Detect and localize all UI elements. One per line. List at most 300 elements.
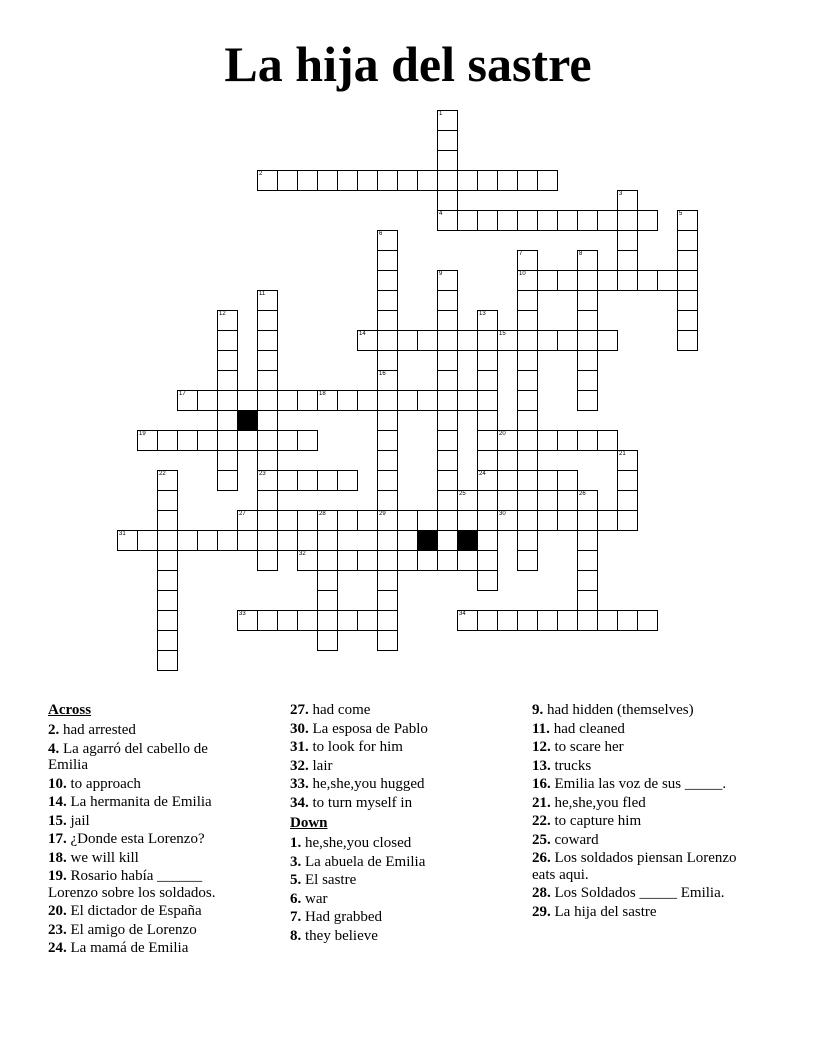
grid-cell[interactable] [237,510,258,531]
grid-cell[interactable] [417,330,438,351]
grid-cell[interactable] [377,270,398,291]
grid-cell[interactable] [337,510,358,531]
grid-cell[interactable] [237,430,258,451]
grid-cell[interactable] [597,430,618,451]
clue-number-label: 6 [379,231,383,237]
grid-cell[interactable] [297,170,318,191]
grid-cell[interactable] [577,290,598,311]
grid-cell[interactable] [157,570,178,591]
clue-item [48,903,248,920]
grid-cell[interactable] [477,410,498,431]
clue-item [290,909,490,926]
grid-cell[interactable] [337,470,358,491]
grid-cell[interactable] [437,450,458,471]
grid-cell[interactable] [517,410,538,431]
grid-cell[interactable] [257,470,278,491]
grid-cell[interactable] [297,390,318,411]
grid-cell[interactable] [577,550,598,571]
grid-cell[interactable] [257,330,278,351]
clue-item [48,850,248,867]
grid-cell[interactable] [377,350,398,371]
clue-item [532,850,762,883]
grid-cell[interactable] [197,430,218,451]
clue-text: Emilia las voz de sus _____. [550,776,727,792]
grid-cell[interactable] [217,310,238,331]
grid-cell[interactable] [617,450,638,471]
clue-number: 22. [532,813,551,829]
grid-cell[interactable] [577,430,598,451]
grid-cell[interactable] [257,550,278,571]
clue-text: La abuela de Emilia [301,853,426,870]
grid-cell[interactable] [537,270,558,291]
grid-cell[interactable] [557,490,578,511]
grid-cell[interactable] [457,170,478,191]
grid-cell[interactable] [597,210,618,231]
grid-cell[interactable] [477,350,498,371]
grid-cell[interactable] [257,530,278,551]
clue-number: 30. [290,720,309,737]
grid-cell[interactable] [677,230,698,251]
clue-number-label: 25 [459,491,466,497]
clue-text: Had grabbed [301,909,383,925]
grid-cell[interactable] [537,510,558,531]
grid-cell[interactable] [377,610,398,631]
clue-item [48,922,248,939]
grid-cell[interactable] [617,610,638,631]
grid-cell[interactable] [637,210,658,231]
grid-cell[interactable] [637,610,658,631]
clue-number: 12. [532,739,551,755]
grid-cell[interactable] [617,230,638,251]
grid-cell[interactable] [377,410,398,431]
clue-text: Los Soldados _____ Emilia. [550,885,725,901]
grid-cell[interactable] [617,210,638,231]
grid-cell[interactable] [437,210,458,231]
grid-cell[interactable] [157,590,178,611]
grid-cell[interactable] [317,550,338,571]
clue-number: 14. [48,794,67,810]
grid-cell[interactable] [577,590,598,611]
clue-item [48,813,248,830]
clue-number: 10. [48,775,67,792]
grid-cell[interactable] [677,290,698,311]
grid-cell[interactable] [417,170,438,191]
grid-cell[interactable] [117,530,138,551]
grid-cell[interactable] [377,490,398,511]
grid-cell[interactable] [437,270,458,291]
grid-cell[interactable] [517,470,538,491]
grid-cell[interactable] [597,330,618,351]
grid-cell[interactable] [457,610,478,631]
grid-cell[interactable] [397,330,418,351]
grid-cell[interactable] [577,390,598,411]
grid-cell[interactable] [457,210,478,231]
clue-number-label: 26 [579,491,586,497]
grid-cell[interactable] [457,390,478,411]
grid-cell[interactable] [397,170,418,191]
grid-cell[interactable] [677,310,698,331]
grid-cell[interactable] [577,210,598,231]
grid-cell[interactable] [277,470,298,491]
grid-cell[interactable] [157,610,178,631]
grid-cell[interactable] [457,330,478,351]
grid-cell[interactable] [257,490,278,511]
clue-number: 28. [532,885,551,901]
grid-cell[interactable] [377,290,398,311]
clue-number-label: 8 [579,251,583,257]
grid-cell[interactable] [157,510,178,531]
grid-cell[interactable] [137,430,158,451]
clue-text: had hidden (themselves) [543,702,694,718]
clue-item [532,885,762,902]
grid-cell[interactable] [177,430,198,451]
grid-cell[interactable] [257,370,278,391]
grid-cell[interactable] [577,330,598,351]
grid-cell[interactable] [237,530,258,551]
grid-cell[interactable] [377,630,398,651]
grid-cell[interactable] [617,190,638,211]
clue-text: El dictador de España [66,903,202,919]
grid-cell[interactable] [497,210,518,231]
grid-cell[interactable] [377,510,398,531]
grid-cell[interactable] [677,250,698,271]
grid-cell[interactable] [617,270,638,291]
grid-cell[interactable] [217,410,238,431]
grid-cell[interactable] [357,330,378,351]
grid-cell[interactable] [477,430,498,451]
grid-cell[interactable] [377,550,398,571]
grid-cell[interactable] [557,430,578,451]
clue-item [290,739,490,756]
grid-cell[interactable] [537,490,558,511]
grid-cell[interactable] [337,550,358,571]
grid-cell[interactable] [517,210,538,231]
grid-cell[interactable] [557,210,578,231]
clue-item [532,813,762,830]
grid-cell[interactable] [497,330,518,351]
clue-item [48,940,248,957]
grid-cell[interactable] [517,330,538,351]
grid-cell[interactable] [517,270,538,291]
grid-cell[interactable] [277,510,298,531]
grid-cell[interactable] [577,530,598,551]
grid-cell[interactable] [517,530,538,551]
grid-cell[interactable] [297,610,318,631]
grid-cell[interactable] [417,550,438,571]
grid-cell[interactable] [477,550,498,571]
grid-cell[interactable] [537,330,558,351]
grid-cell[interactable] [217,330,238,351]
grid-cell[interactable] [257,430,278,451]
grid-cell[interactable] [357,170,378,191]
grid-cell[interactable] [317,570,338,591]
grid-cell[interactable] [417,390,438,411]
grid-cell[interactable] [257,310,278,331]
grid-cell[interactable] [377,430,398,451]
grid-cell[interactable] [517,450,538,471]
grid-cell[interactable] [277,430,298,451]
grid-cell[interactable] [257,450,278,471]
grid-cell[interactable] [577,510,598,531]
grid-cell[interactable] [577,370,598,391]
grid-cell[interactable] [257,410,278,431]
grid-cell[interactable] [317,470,338,491]
black-cell [237,410,258,431]
grid-cell[interactable] [457,490,478,511]
grid-cell[interactable] [477,390,498,411]
grid-cell[interactable] [557,610,578,631]
grid-cell[interactable] [157,470,178,491]
grid-cell[interactable] [377,370,398,391]
grid-cell[interactable] [597,610,618,631]
grid-cell[interactable] [317,590,338,611]
grid-cell[interactable] [617,250,638,271]
grid-cell[interactable] [477,530,498,551]
grid-cell[interactable] [157,430,178,451]
clue-number-label: 18 [319,391,326,397]
grid-cell[interactable] [517,290,538,311]
grid-cell[interactable] [597,270,618,291]
grid-cell[interactable] [217,350,238,371]
grid-cell[interactable] [177,530,198,551]
grid-cell[interactable] [357,610,378,631]
grid-cell[interactable] [677,270,698,291]
grid-cell[interactable] [317,170,338,191]
grid-cell[interactable] [537,470,558,491]
clue-number: 31. [290,739,309,755]
grid-cell[interactable] [437,310,458,331]
clue-number: 26. [532,850,551,866]
grid-cell[interactable] [477,170,498,191]
clue-number: 1. [290,835,302,851]
grid-cell[interactable] [577,310,598,331]
grid-cell[interactable] [157,550,178,571]
grid-cell[interactable] [357,550,378,571]
grid-cell[interactable] [357,390,378,411]
grid-cell[interactable] [237,390,258,411]
grid-cell[interactable] [557,270,578,291]
grid-cell[interactable] [477,510,498,531]
grid-cell[interactable] [517,390,538,411]
grid-cell[interactable] [577,610,598,631]
grid-cell[interactable] [277,530,298,551]
grid-cell[interactable] [497,430,518,451]
grid-cell[interactable] [297,510,318,531]
grid-cell[interactable] [477,610,498,631]
grid-cell[interactable] [517,250,538,271]
grid-cell[interactable] [497,470,518,491]
clue-number: 6. [290,890,302,907]
clue-item [532,758,762,775]
grid-cell[interactable] [437,410,458,431]
grid-cell[interactable] [237,610,258,631]
grid-cell[interactable] [217,470,238,491]
grid-cell[interactable] [517,370,538,391]
grid-cell[interactable] [517,610,538,631]
grid-cell[interactable] [217,450,238,471]
grid-cell[interactable] [197,530,218,551]
grid-cell[interactable] [437,530,458,551]
down-heading: Down [290,815,328,831]
grid-cell[interactable] [217,370,238,391]
grid-cell[interactable] [477,330,498,351]
grid-cell[interactable] [377,230,398,251]
grid-cell[interactable] [457,550,478,571]
grid-cell[interactable] [377,390,398,411]
grid-cell[interactable] [537,210,558,231]
grid-cell[interactable] [437,350,458,371]
grid-cell[interactable] [257,290,278,311]
grid-cell[interactable] [677,210,698,231]
grid-cell[interactable] [397,550,418,571]
clue-item [48,831,248,848]
grid-cell[interactable] [217,530,238,551]
grid-cell[interactable] [677,330,698,351]
grid-cell[interactable] [377,590,398,611]
grid-cell[interactable] [217,430,238,451]
grid-cell[interactable] [617,470,638,491]
grid-cell[interactable] [477,470,498,491]
grid-cell[interactable] [277,170,298,191]
grid-cell[interactable] [257,170,278,191]
grid-cell[interactable] [317,390,338,411]
grid-cell[interactable] [477,370,498,391]
grid-cell[interactable] [557,330,578,351]
grid-cell[interactable] [257,390,278,411]
grid-cell[interactable] [577,250,598,271]
grid-cell[interactable] [577,570,598,591]
grid-cell[interactable] [497,170,518,191]
grid-cell[interactable] [517,170,538,191]
grid-cell[interactable] [437,490,458,511]
grid-cell[interactable] [377,330,398,351]
grid-cell[interactable] [577,270,598,291]
grid-cell[interactable] [477,570,498,591]
clue-number: 24. [48,940,67,956]
grid-cell[interactable] [377,570,398,591]
grid-cell[interactable] [437,390,458,411]
grid-cell[interactable] [477,210,498,231]
grid-cell[interactable] [377,250,398,271]
grid-cell[interactable] [477,490,498,511]
grid-cell[interactable] [437,110,458,131]
grid-cell[interactable] [437,370,458,391]
grid-cell[interactable] [417,510,438,531]
grid-cell[interactable] [337,610,358,631]
grid-cell[interactable] [317,510,338,531]
grid-cell[interactable] [497,610,518,631]
clue-text: to turn myself in [308,794,413,811]
grid-cell[interactable] [437,550,458,571]
grid-cell[interactable] [537,430,558,451]
grid-cell[interactable] [497,510,518,531]
grid-cell[interactable] [437,470,458,491]
grid-cell[interactable] [437,510,458,531]
grid-cell[interactable] [297,430,318,451]
grid-cell[interactable] [297,550,318,571]
grid-cell[interactable] [577,490,598,511]
clue-text: war [301,890,328,907]
grid-cell[interactable] [517,310,538,331]
clue-item [532,904,762,921]
grid-cell[interactable] [517,510,538,531]
grid-cell[interactable] [557,470,578,491]
grid-cell[interactable] [157,530,178,551]
grid-cell[interactable] [397,390,418,411]
clue-item [290,795,490,812]
grid-cell[interactable] [257,510,278,531]
grid-cell[interactable] [377,530,398,551]
grid-cell[interactable] [437,170,458,191]
clue-text: he,she,you fled [550,794,646,811]
grid-cell[interactable] [477,310,498,331]
clue-text: to capture him [550,813,642,829]
grid-cell[interactable] [617,510,638,531]
grid-cell[interactable] [277,390,298,411]
grid-cell[interactable] [297,470,318,491]
clue-item [290,891,490,908]
grid-cell[interactable] [537,170,558,191]
clue-item [290,758,490,775]
grid-cell[interactable] [517,430,538,451]
grid-cell[interactable] [437,190,458,211]
grid-cell[interactable] [517,490,538,511]
grid-cell[interactable] [657,270,678,291]
grid-cell[interactable] [597,510,618,531]
grid-cell[interactable] [137,530,158,551]
grid-cell[interactable] [437,150,458,171]
grid-cell[interactable] [357,510,378,531]
grid-cell[interactable] [517,550,538,571]
grid-cell[interactable] [177,390,198,411]
grid-cell[interactable] [397,510,418,531]
grid-cell[interactable] [317,530,338,551]
grid-cell[interactable] [477,450,498,471]
grid-cell[interactable] [617,490,638,511]
grid-cell[interactable] [197,390,218,411]
grid-cell[interactable] [337,170,358,191]
clue-number: 34. [290,794,309,811]
clue-item [48,868,248,901]
grid-cell[interactable] [157,630,178,651]
grid-cell[interactable] [257,350,278,371]
grid-cell[interactable] [337,390,358,411]
grid-cell[interactable] [377,170,398,191]
grid-cell[interactable] [637,270,658,291]
grid-cell[interactable] [377,310,398,331]
grid-cell[interactable] [377,450,398,471]
grid-cell[interactable] [497,490,518,511]
grid-cell[interactable] [217,390,238,411]
grid-cell[interactable] [377,470,398,491]
grid-cell[interactable] [437,330,458,351]
grid-cell[interactable] [157,650,178,671]
grid-cell[interactable] [437,290,458,311]
clue-text: to approach [66,775,141,792]
grid-cell[interactable] [317,610,338,631]
grid-cell[interactable] [257,610,278,631]
grid-cell[interactable] [437,130,458,151]
grid-cell[interactable] [517,350,538,371]
grid-cell[interactable] [537,610,558,631]
grid-cell[interactable] [157,490,178,511]
grid-cell[interactable] [317,630,338,651]
clue-item [532,795,762,812]
grid-cell[interactable] [437,430,458,451]
grid-cell[interactable] [557,510,578,531]
grid-cell[interactable] [577,350,598,371]
grid-cell[interactable] [277,610,298,631]
